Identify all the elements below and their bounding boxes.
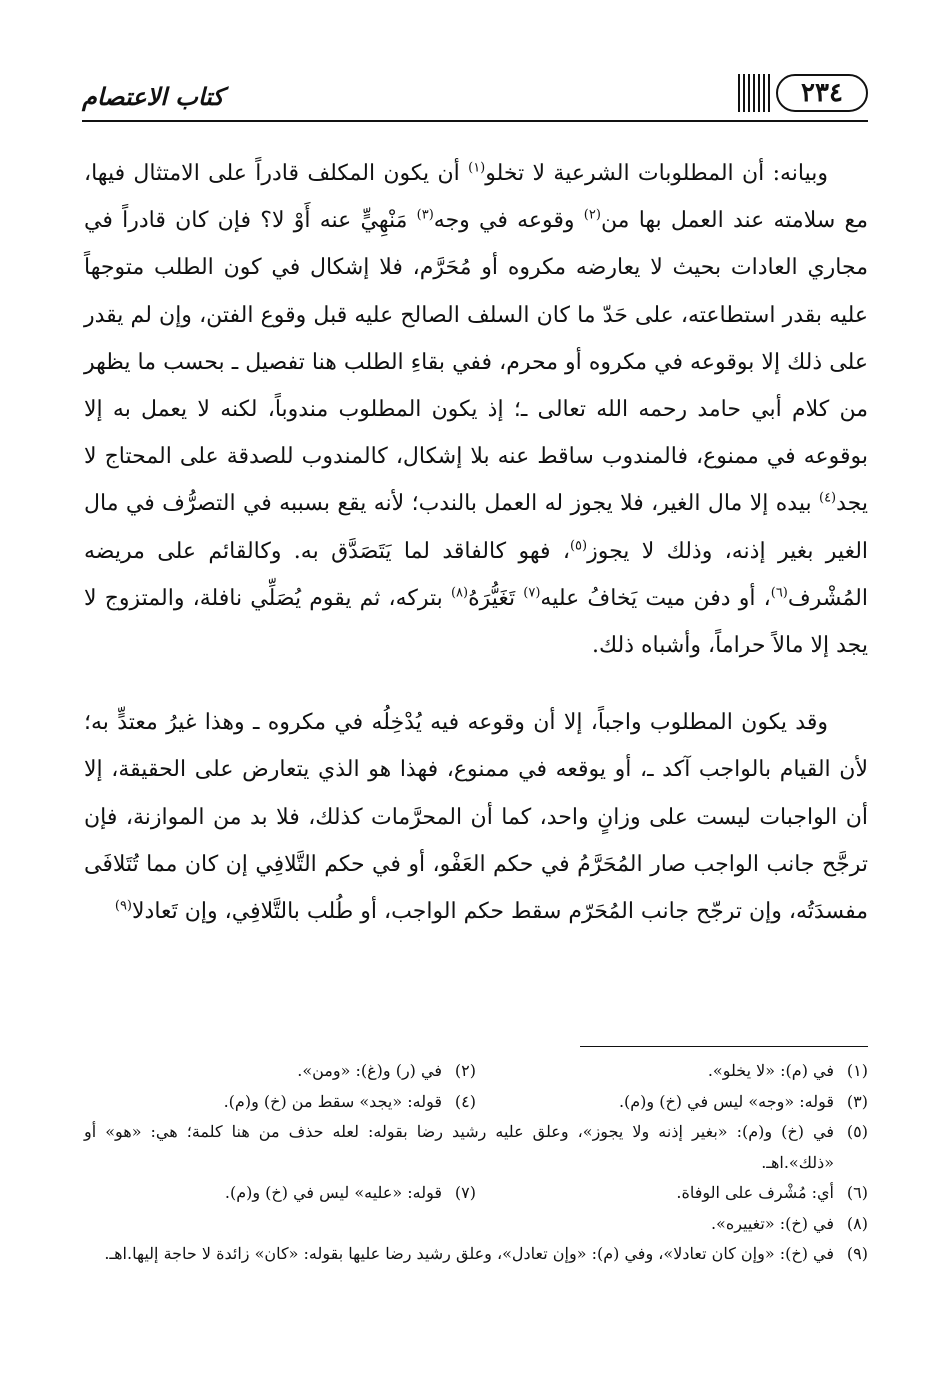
footnote-text: أي: مُشْرف على الوفاة. [676,1183,834,1202]
footnote-number: (٤) [454,1091,476,1111]
text-run: تَغَيُّرَهُ [468,585,524,611]
footnote [84,1178,476,1209]
footnote-text: في (خ): «وإن كان تعادلا»، وفي (م): «وإن تعادل»، وعلق رشيد رضا عليها بقوله: «كان» زائدة لا حاجة إليها.اهـ. [104,1244,834,1263]
page-header [82,70,868,122]
text-run: ، أو دفن ميت يَخافُ عليه [540,585,771,611]
footnote-number: (٩) [846,1244,868,1263]
footnote-text: في (م): «لا يخلو». [707,1061,834,1080]
footnote-number: (١) [846,1061,868,1080]
footnote [84,1117,868,1178]
page-number: ٢٣٤ [776,74,868,112]
footnote-marker: (٩) [114,898,132,914]
footnote [476,1056,868,1087]
footnote-text: في (خ): «تغييره». [710,1213,834,1233]
footnote-marker: (٦) [770,585,788,601]
footnote-row [84,1087,868,1118]
text-run: وقوعه في وجه [433,208,584,234]
footnote [476,1178,868,1209]
footnote-marker: (٥) [569,538,588,554]
text-run: ، فهو كالفاقد لما يَتَصَدَّق به. وكالقائم على مريضه المُشْرف [84,538,868,611]
running-title: كتاب الاعتصام [82,82,224,111]
footnote-number: (٧) [454,1183,476,1202]
text-run: أن يكون المكلف قادراً على الامتثال فيها، مع سلامته عند العمل بها من [84,161,869,234]
footnote-number: (٣) [846,1091,868,1111]
text-run: بيده إلا مال الغير، فلا يجوز له العمل بالندب؛ لأنه يقع بسببه في التصرُّف في مال الغير بغير إذنه، وذلك لا يجوز [84,491,869,564]
footnote-number: (٢) [454,1061,476,1080]
footnote-row [84,1056,868,1087]
footnote-marker: (٧) [523,585,541,601]
footnote-separator [580,1046,868,1047]
footnote [476,1087,868,1118]
footnote [84,1209,868,1240]
footnote [84,1239,868,1270]
footnote-text: قوله: «وجه» ليس في (خ) و(م). [618,1091,834,1111]
footnote-marker: (٨) [450,585,469,601]
footnote-number: (٥) [846,1122,868,1141]
footnote-number: (٨) [846,1213,868,1233]
footnote-row [84,1178,868,1209]
main-text [84,150,868,935]
paragraph [84,699,868,935]
footnote-number: (٦) [846,1183,868,1202]
page-number-ornament [738,74,868,112]
ornament-bars [738,74,770,112]
footnote-marker: (١) [468,160,486,176]
footnote-marker: (٤) [818,491,837,507]
footnote-marker: (٢) [583,207,601,223]
text-run: وقد يكون المطلوب واجباً، إلا أن وقوعه فيه يُدْخِلُه في مكروه ـ وهذا غيرُ معتدٍّ به؛ لأن القيام بالواجب آكد ـ، أو يوقعه في ممنوع، فهذا هو الذي يتعارض على الحقيقة، إلا أن الواجبات ليست على وزانٍ واحد، كما أن المحرَّمات كذلك، فلا بد من الموازنة، فإن ترجَّح جانب الواجب صار المُحَرَّمُ في حكم العَفْو، أو في حكم التَّلافِي إن كان مما تُتَلافَى مفسدَتُه، وإن ترجّح جانب المُحَرّم سقط حكم الواجب، أو طُلب بالتَّلافِي، وإن تَعادلا [84,710,869,925]
text-run: وبيانه: أن المطلوبات الشرعية لا تخلو [485,161,828,186]
footnote-text: في (ر) و(غ): «ومن». [297,1061,442,1080]
footnote-row [84,1209,868,1240]
footnotes [84,1056,868,1270]
footnote-text: قوله: «عليه» ليس في (خ) و(م). [224,1183,442,1202]
footnote-text: قوله: «يجد» سقط من (خ) و(م). [223,1091,442,1111]
header-rule [82,120,868,122]
paragraph [84,150,868,669]
footnote-row [84,1239,868,1270]
text-run: بتركه، ثم يقوم يُصَلِّي نافلة، والمتزوج لا يجد إلا مالاً حراماً، وأشباه ذلك. [84,585,868,659]
footnote [84,1087,476,1118]
footnote-marker: (٣) [416,207,434,223]
text-run: مَنْهِيٍّ عنه أَوْ لا؟ فإن كان قادراً في مجاري العادات بحيث لا يعارضه مكروه أو مُحَرَّم، فلا إشكال في كون الطلب متوجهاً عليه بقدر استطاعته، على حَدّ ما كان السلف الصالح عليه قبل وقوع الفتن، وإن لم يقدر على ذلك إلا بوقوعه في مكروه أو محرم، ففي بقاءِ الطلب هنا تفصيل ـ بحسب ما يظهر من كلام أبي حامد رحمه الله تعالى ـ؛ إذ يكون المطلوب مندوباً، لكنه لا يعمل به إلا بوقوعه في ممنوع، فالمندوب ساقط عنه بلا إشكال، كالمندوب للصدقة على المحتاج لا يجد [84,208,868,517]
footnote-row [84,1117,868,1178]
footnote [84,1056,476,1087]
footnote-text: في (خ) و(م): «بغير إذنه ولا يجوز»، وعلق عليه رشيد رضا بقوله: لعله حذف من هنا كلمة؛ هي: «هو» أو «ذلك».اهـ. [84,1122,834,1172]
